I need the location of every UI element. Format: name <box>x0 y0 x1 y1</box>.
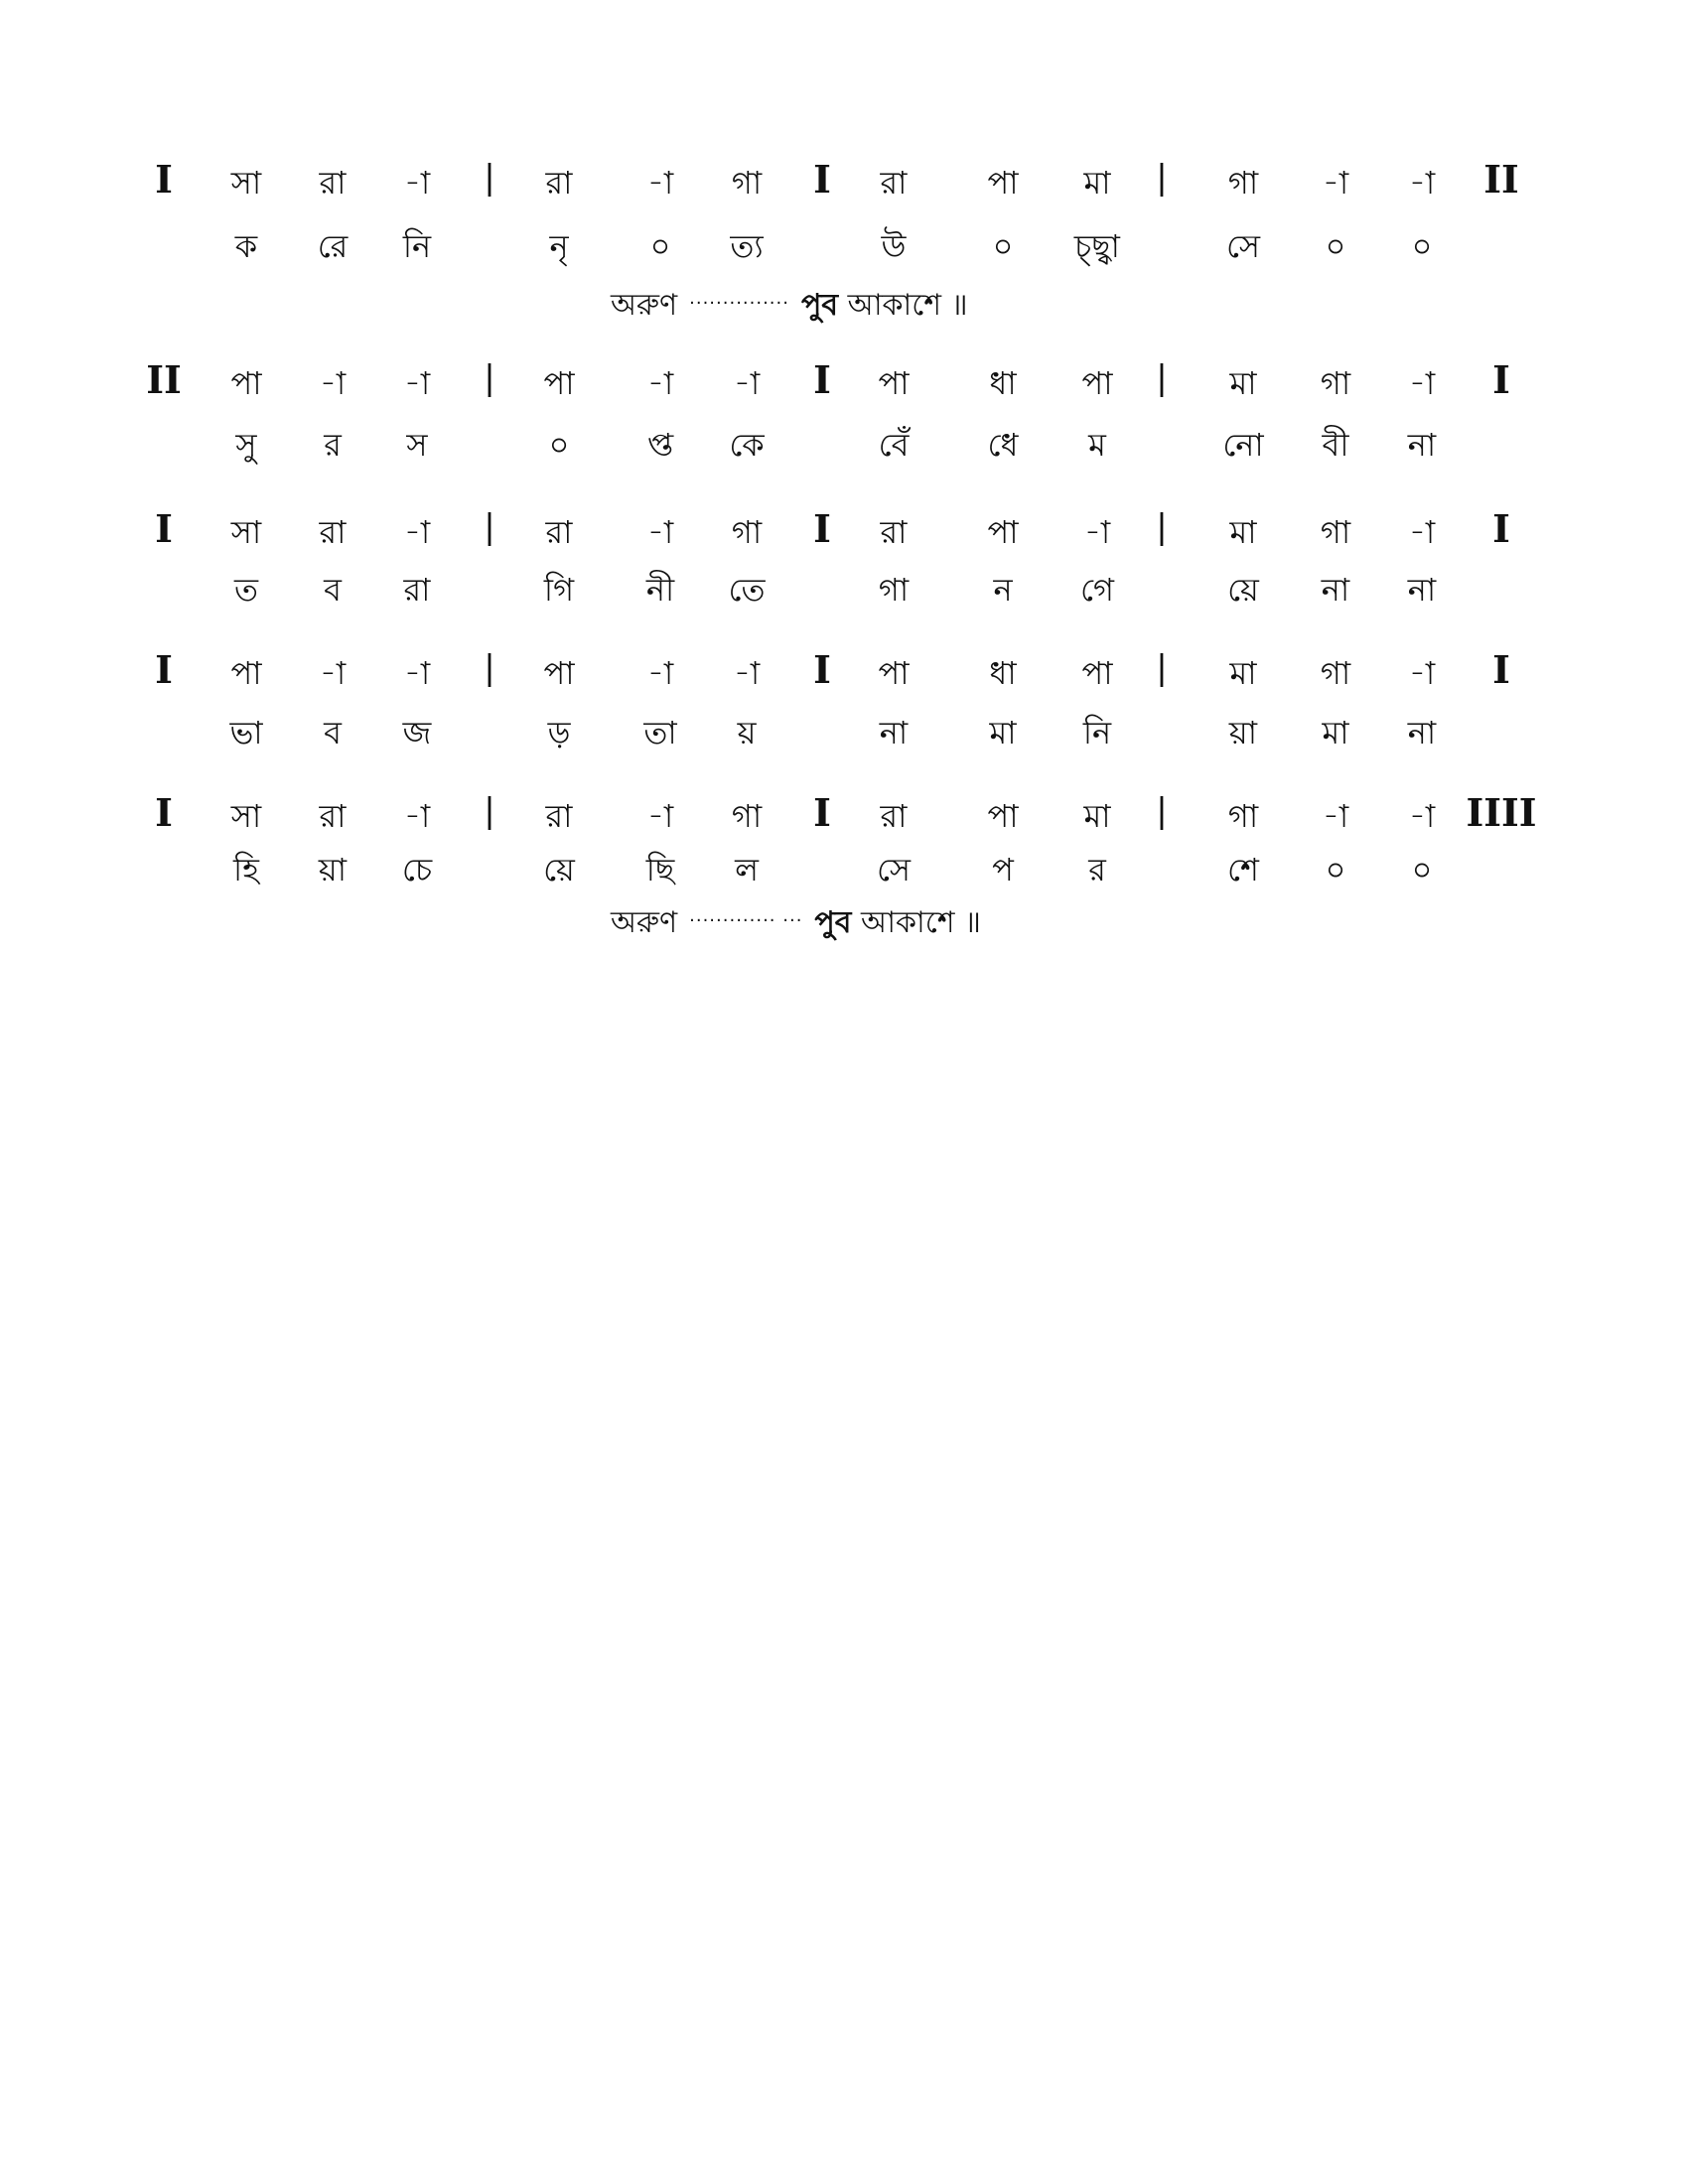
swara-note: গা <box>1320 654 1351 692</box>
lyric-syllable: ০ <box>992 227 1014 265</box>
bar-line: I <box>813 790 831 835</box>
lyric-syllable: না <box>1407 426 1437 464</box>
swara-note: গা <box>731 513 763 551</box>
lyric-syllable: ছি <box>645 851 675 888</box>
bar-line: | <box>1156 648 1168 688</box>
swara-note: রা <box>880 164 908 202</box>
lyric-syllable: নি <box>402 227 432 265</box>
lyric-syllable: ব <box>324 571 342 609</box>
swara-note: রা <box>545 513 573 551</box>
swara-note: -া <box>319 654 347 692</box>
lyric-syllable: ০ <box>1325 851 1346 888</box>
bar-line: IIII <box>1466 790 1537 835</box>
bar-line: | <box>1156 158 1168 198</box>
lyric-syllable: য়ে <box>543 851 575 888</box>
lyric-syllable: গা <box>878 571 910 609</box>
swara-note: সা <box>230 513 262 551</box>
lyric-syllable: র <box>1088 851 1106 888</box>
refrain-dots: ··············· <box>689 293 789 314</box>
swara-note: -া <box>733 364 761 402</box>
swara-note: পা <box>987 164 1019 202</box>
bar-line: | <box>484 791 495 831</box>
lyric-syllable: র <box>324 426 342 464</box>
lyric-syllable: ক <box>234 227 258 265</box>
lyric-syllable: ল <box>735 851 759 888</box>
lyric-syllable: না <box>1407 571 1437 609</box>
swara-note: রা <box>319 797 347 835</box>
lyric-syllable: য়া <box>318 851 348 888</box>
lyric-syllable: চে <box>401 851 433 888</box>
lyric-syllable: প্ত <box>646 426 674 464</box>
lyric-syllable: সে <box>1225 227 1261 265</box>
bar-line: I <box>1492 647 1510 692</box>
bar-line: | <box>1156 791 1168 831</box>
swara-note: -া <box>403 654 431 692</box>
swara-note: গা <box>731 797 763 835</box>
swara-note: পা <box>543 654 575 692</box>
lyric-syllable: বেঁ <box>878 426 910 464</box>
swara-note: পা <box>878 364 910 402</box>
swara-note: মা <box>1083 797 1111 835</box>
bar-line: | <box>484 358 495 398</box>
bar-line: I <box>813 157 831 202</box>
bar-line: I <box>813 647 831 692</box>
notation-sheet <box>0 0 1688 993</box>
lyric-syllable: রে <box>317 227 349 265</box>
refrain-end-bold: পুব <box>814 905 852 940</box>
swara-note: মা <box>1229 654 1257 692</box>
swara-note: পা <box>1081 364 1113 402</box>
lyric-syllable: হি <box>233 851 259 888</box>
swara-note: -া <box>403 364 431 402</box>
lyric-syllable: নী <box>645 571 675 609</box>
refrain-dots: ············· ··· <box>689 910 803 931</box>
swara-note: পা <box>230 654 262 692</box>
refrain-word: অরুণ <box>611 905 678 940</box>
lyric-syllable: গি <box>543 571 575 609</box>
swara-note: পা <box>878 654 910 692</box>
swara-note: পা <box>230 364 262 402</box>
lyric-syllable: মা <box>989 714 1017 751</box>
swara-note: রা <box>545 164 573 202</box>
swara-note: রা <box>545 797 573 835</box>
lyric-syllable: য় <box>737 714 757 751</box>
lyric-syllable: ত <box>233 571 259 609</box>
swara-note: -া <box>1322 797 1349 835</box>
bar-line: I <box>1492 506 1510 551</box>
lyric-syllable: নি <box>1082 714 1112 751</box>
lyric-syllable: ০ <box>1411 227 1433 265</box>
lyric-syllable: ন <box>993 571 1013 609</box>
lyric-syllable: শে <box>1227 851 1259 888</box>
swara-note: -া <box>646 513 674 551</box>
lyric-syllable: ম <box>1088 426 1106 464</box>
bar-line: II <box>146 357 182 402</box>
swara-note: -া <box>733 654 761 692</box>
bar-line: II <box>1483 157 1519 202</box>
lyric-syllable: ০ <box>548 426 570 464</box>
lyric-syllable: তা <box>643 714 677 751</box>
swara-note: গা <box>1227 797 1259 835</box>
lyric-syllable: জ <box>402 714 432 751</box>
lyric-syllable: স <box>406 426 428 464</box>
bar-line: | <box>1156 507 1168 547</box>
bar-line: I <box>155 506 173 551</box>
bar-line: I <box>155 790 173 835</box>
swara-note: সা <box>230 797 262 835</box>
swara-note: পা <box>987 513 1019 551</box>
swara-note: মা <box>1083 164 1111 202</box>
lyric-syllable: সু <box>235 426 257 464</box>
lyric-syllable: ০ <box>649 227 671 265</box>
lyric-syllable: য়ে <box>1227 571 1259 609</box>
lyric-syllable: নৃ <box>549 227 569 265</box>
lyric-syllable: না <box>1407 714 1437 751</box>
lyric-syllable: কে <box>729 426 765 464</box>
swara-note: রা <box>880 797 908 835</box>
swara-note: মা <box>1229 513 1257 551</box>
lyric-syllable: ০ <box>1325 227 1346 265</box>
refrain-end-bold: পুব <box>800 288 839 323</box>
lyric-syllable: ড় <box>547 714 571 751</box>
bar-line: | <box>1156 358 1168 398</box>
swara-note: ধা <box>989 364 1017 402</box>
lyric-syllable: ব <box>324 714 342 751</box>
swara-note: রা <box>319 513 347 551</box>
bar-line: I <box>155 647 173 692</box>
swara-note: -া <box>1408 654 1436 692</box>
bar-line: I <box>155 157 173 202</box>
lyric-syllable: মা <box>1322 714 1349 751</box>
swara-note: গা <box>731 164 763 202</box>
swara-note: -া <box>403 797 431 835</box>
bar-line: I <box>813 357 831 402</box>
refrain-line <box>611 905 982 940</box>
swara-note: -া <box>646 654 674 692</box>
lyric-syllable: য়া <box>1228 714 1258 751</box>
refrain-end: আকাশে ॥ <box>851 905 982 940</box>
lyric-syllable: না <box>1321 571 1350 609</box>
refrain-end: আকাশে ॥ <box>838 288 968 323</box>
lyric-syllable: বী <box>1322 426 1349 464</box>
lyric-syllable: প <box>992 851 1014 888</box>
lyric-syllable: উ <box>881 227 907 265</box>
lyric-syllable: সে <box>876 851 912 888</box>
lyric-syllable: নো <box>1222 426 1264 464</box>
swara-note: -া <box>403 164 431 202</box>
swara-note: পা <box>543 364 575 402</box>
refrain-word: অরুণ <box>611 288 678 323</box>
bar-line: I <box>1492 357 1510 402</box>
bar-line: I <box>813 506 831 551</box>
swara-note: -া <box>319 364 347 402</box>
swara-note: গা <box>1227 164 1259 202</box>
swara-note: -া <box>1408 797 1436 835</box>
lyric-syllable: রা <box>403 571 431 609</box>
swara-note: গা <box>1320 513 1351 551</box>
swara-note: ধা <box>989 654 1017 692</box>
swara-note: -া <box>1408 513 1436 551</box>
lyric-syllable: ধে <box>987 426 1019 464</box>
swara-note: -া <box>1083 513 1111 551</box>
bar-line: | <box>484 507 495 547</box>
swara-note: -া <box>646 364 674 402</box>
lyric-syllable: না <box>879 714 909 751</box>
swara-note: সা <box>230 164 262 202</box>
swara-note: রা <box>319 164 347 202</box>
bar-line: | <box>484 648 495 688</box>
lyric-syllable: চ্ছ্বা <box>1074 227 1120 265</box>
swara-note: -া <box>1408 164 1436 202</box>
swara-note: -া <box>403 513 431 551</box>
swara-note: -া <box>646 164 674 202</box>
swara-note: পা <box>1081 654 1113 692</box>
lyric-syllable: ০ <box>1411 851 1433 888</box>
swara-note: মা <box>1229 364 1257 402</box>
lyric-syllable: ভা <box>229 714 263 751</box>
swara-note: রা <box>880 513 908 551</box>
swara-note: পা <box>987 797 1019 835</box>
swara-note: গা <box>1320 364 1351 402</box>
refrain-line <box>611 288 968 323</box>
swara-note: -া <box>1322 164 1349 202</box>
bar-line: | <box>484 158 495 198</box>
lyric-syllable: তে <box>728 571 766 609</box>
lyric-syllable: ত্য <box>730 227 764 265</box>
swara-note: -া <box>1408 364 1436 402</box>
swara-note: -া <box>646 797 674 835</box>
lyric-syllable: গে <box>1080 571 1114 609</box>
